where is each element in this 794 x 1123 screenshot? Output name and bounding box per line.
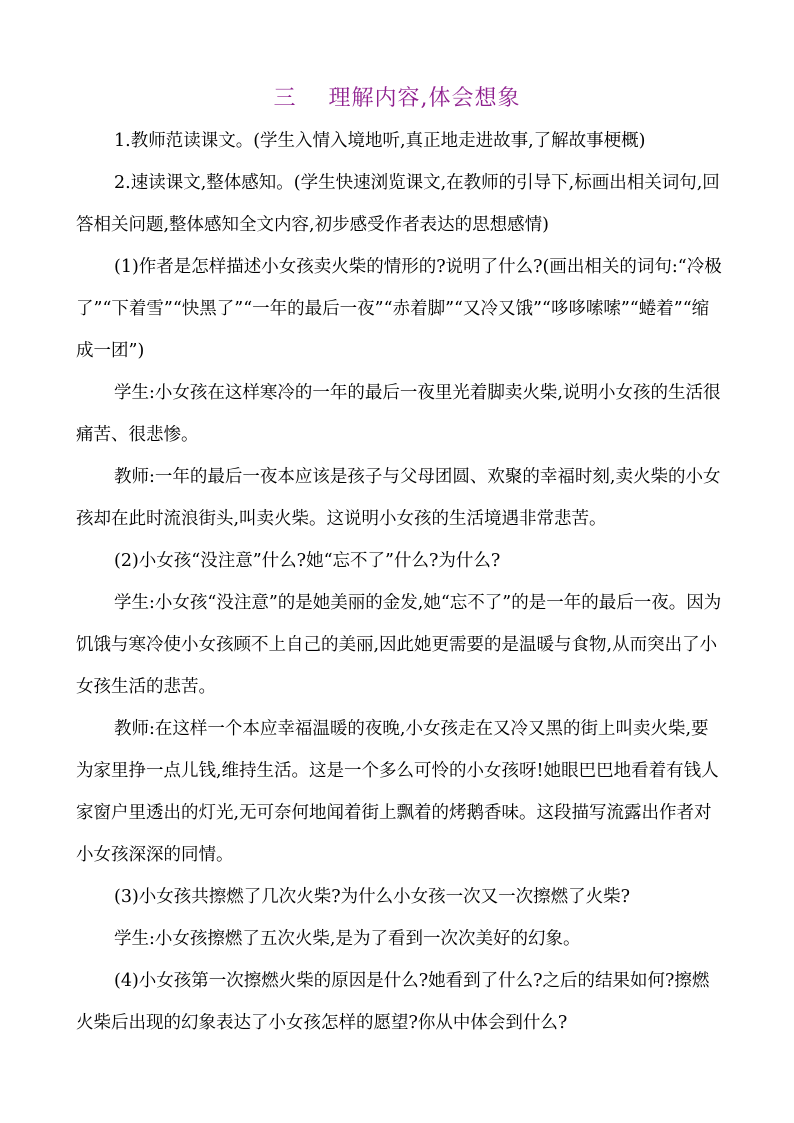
section-title: 三 理解内容,体会想象: [273, 86, 521, 111]
paragraph-question-4: (4)小女孩第一次擦燃火柴的原因是什么?她看到了什么?之后的结果如何?擦燃火柴后出现的幻象表达了小女孩怎样的愿望?你从中体会到什么?: [76, 971, 710, 1033]
paragraph-question-3: (3)小女孩共擦燃了几次火柴?为什么小女孩一次又一次擦燃了火柴?: [114, 887, 631, 907]
paragraph-student-answer-3: 学生:小女孩擦燃了五次火柴,是为了看到一次次美好的幻象。: [114, 929, 581, 949]
paragraph-question-2: (2)小女孩“没注意”什么?她“忘不了”什么?为什么?: [114, 551, 501, 571]
paragraph-question-1: (1)作者是怎样描述小女孩卖火柴的情形的?说明了什么?(画出相关的词句:“冷极了”“下着雪”“快黑了”“一年的最后一夜”“赤着脚”“又冷又饿”“哆哆嗦嗦”“蜷着”“缩成一团”): [76, 257, 722, 361]
paragraph-teacher-reading: 1.教师范读课文。(学生入情入境地听,真正地走进故事,了解故事梗概): [114, 131, 646, 151]
paragraph-teacher-comment-2: 教师:在这样一个本应幸福温暖的夜晚,小女孩走在又冷又黑的街上叫卖火柴,要为家里挣一点儿钱,维持生活。这是一个多么可怜的小女孩呀!她眼巴巴地看着有钱人家窗户里透出的灯光,无可奈何地闻着街上飘着的烤鹅香味。这段描写流露出作者对小女孩深深的同情。: [76, 719, 719, 865]
paragraph-speed-reading: 2.速读课文,整体感知。(学生快速浏览课文,在教师的引导下,标画出相关词句,回答相关问题,整体感知全文内容,初步感受作者表达的思想感情): [76, 173, 720, 235]
paragraph-student-answer-1: 学生:小女孩在这样寒冷的一年的最后一夜里光着脚卖火柴,说明小女孩的生活很痛苦、很悲惨。: [76, 383, 721, 445]
paragraph-student-answer-2: 学生:小女孩“没注意”的是她美丽的金发,她“忘不了”的是一年的最后一夜。因为饥饿与寒冷使小女孩顾不上自己的美丽,因此她更需要的是温暖与食物,从而突出了小女孩生活的悲苦。: [76, 593, 722, 697]
paragraph-teacher-comment-1: 教师:一年的最后一夜本应该是孩子与父母团圆、欢聚的幸福时刻,卖火柴的小女孩却在此时流浪街头,叫卖火柴。这说明小女孩的生活境遇非常悲苦。: [76, 467, 721, 529]
